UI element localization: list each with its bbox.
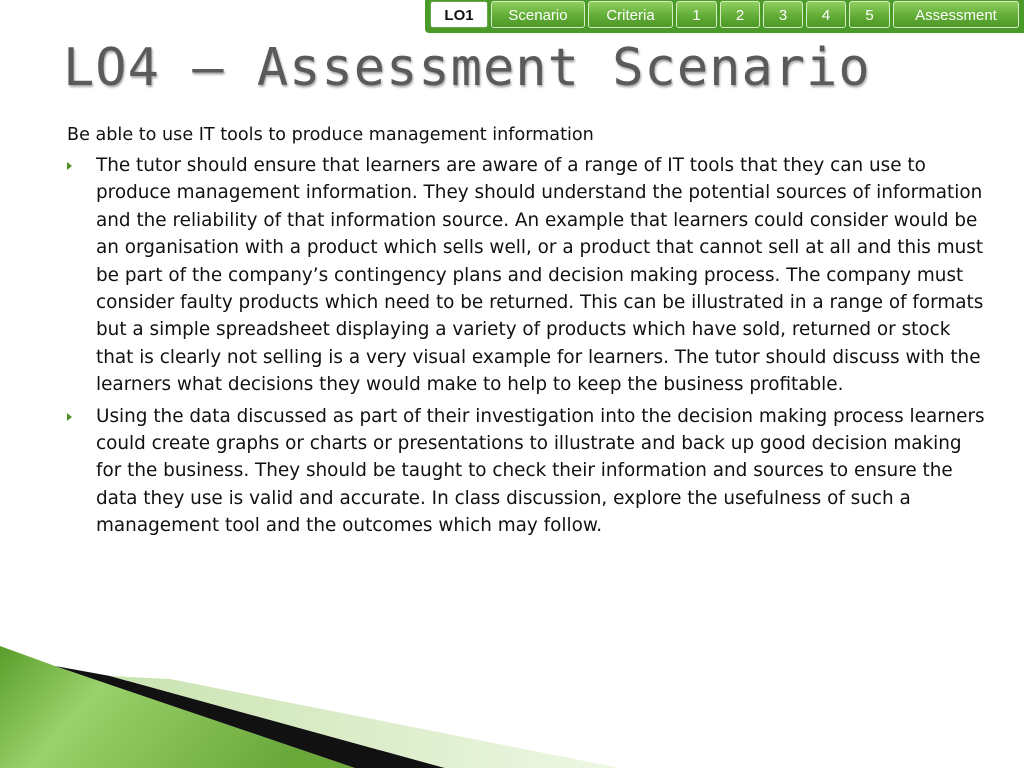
tab-4[interactable]: 4 (806, 1, 846, 28)
decorative-swoosh (0, 646, 620, 768)
bullet-item (67, 403, 987, 540)
slide-content (67, 122, 987, 544)
tab-5[interactable]: 5 (849, 1, 890, 28)
navigation-bar (425, 0, 1024, 33)
bullet-item (67, 152, 987, 399)
slide-subtitle: Be able to use IT tools to produce management information (67, 125, 594, 145)
tab-assessment[interactable]: Assessment (893, 1, 1019, 28)
bullet-arrow-icon (67, 162, 72, 170)
tab-1[interactable]: 1 (676, 1, 717, 28)
tab-lo1[interactable]: LO1 (430, 1, 488, 28)
tab-2[interactable]: 2 (720, 1, 760, 28)
bullet-text: Using the data discussed as part of their investigation into the decision making process learners could create graphs or charts or presentations to illustrate and back up good decision making for the business. They should be taught to check their information and sources to ensure the data they use is valid and accurate. In class discussion, explore the usefulness of such a management tool and the outcomes which may follow. (96, 405, 985, 537)
bullet-arrow-icon (67, 413, 72, 421)
slide-title: LO4 – Assessment Scenario (63, 38, 871, 98)
bullet-text: The tutor should ensure that learners are aware of a range of IT tools that they can use to produce management information. They should understand the potential sources of information and the reliability of that information source. An example that learners could consider would be an organisation with a product which sells well, or a product that cannot sell at all and this must be part of the company’s contingency plans and decision making process. The company must consider faulty products which need to be returned. This can be illustrated in a range of formats but a simple spreadsheet displaying a variety of products which have sold, returned or stock that is clearly not selling is a very visual example for learners. The tutor should discuss with the learners what decisions they would make to help to keep the business profitable. (96, 155, 984, 396)
tab-criteria[interactable]: Criteria (588, 1, 673, 28)
tab-3[interactable]: 3 (763, 1, 803, 28)
tab-scenario[interactable]: Scenario (491, 1, 585, 28)
